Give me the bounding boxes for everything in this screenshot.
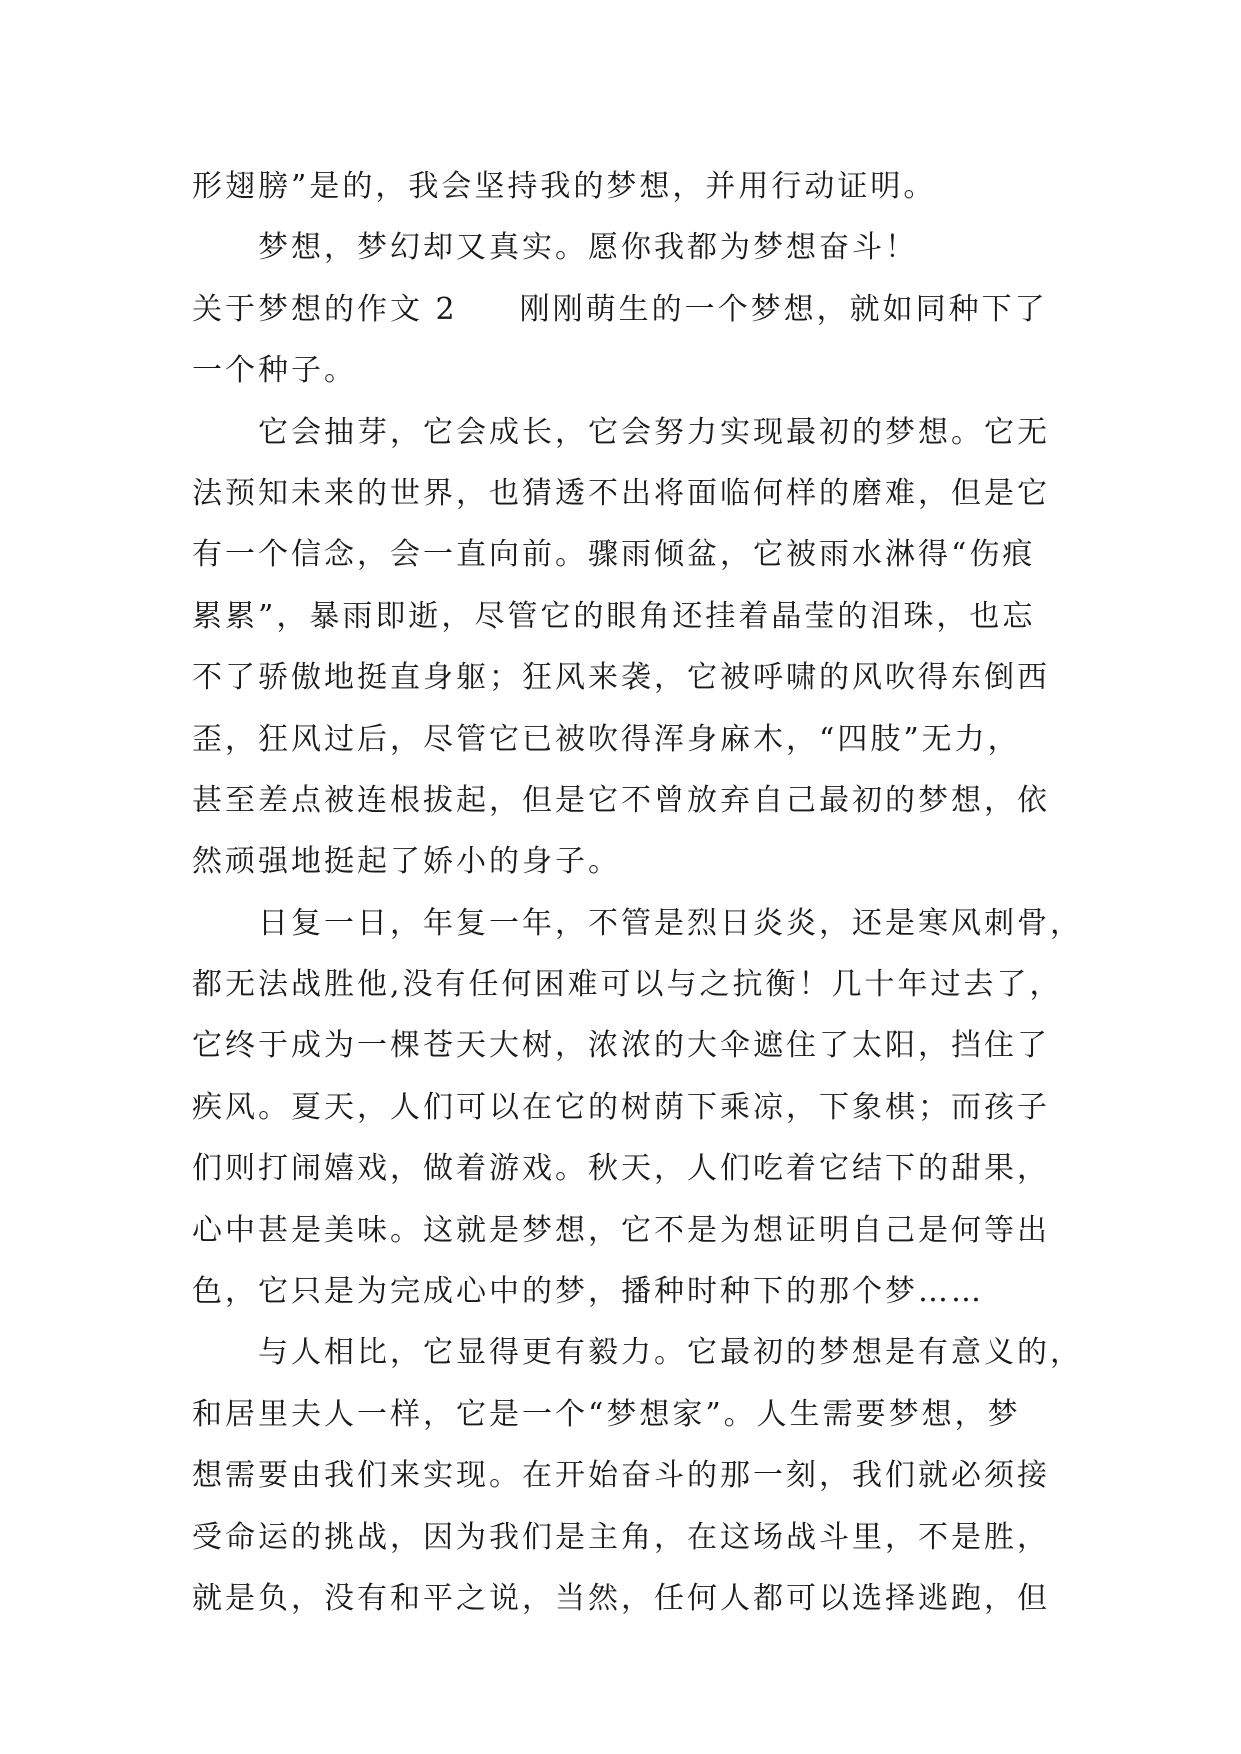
text-line: 它会抽芽，它会成长，它会努力实现最初的梦想。它无 <box>258 414 1050 450</box>
text-line: 们则打闹嬉戏，做着游戏。秋天，人们吃着它结下的甜果， <box>192 1151 1050 1187</box>
text-line: 日复一日，年复一年，不管是烈日炎炎，还是寒风刺骨， <box>258 905 1083 941</box>
text-line: 法预知未来的世界，也猜透不出将面临何样的磨难，但是它 <box>192 475 1050 511</box>
text-line: 都无法战胜他,没有任何困难可以与之抗衡！几十年过去了， <box>192 967 1063 1003</box>
text-line: 与人相比，它显得更有毅力。它最初的梦想是有意义的， <box>258 1335 1083 1371</box>
text-line: 疾风。夏天，人们可以在它的树荫下乘凉，下象棋；而孩子 <box>192 1089 1050 1125</box>
text-line: 歪，狂风过后，尽管它已被吹得浑身麻木，“四肢”无力， <box>192 721 1021 757</box>
text-line: 受命运的挑战，因为我们是主角，在这场战斗里，不是胜， <box>192 1519 1050 1555</box>
text-line: 形翅膀”是的，我会坚持我的梦想，并用行动证明。 <box>192 169 937 204</box>
heading-line <box>192 279 1072 340</box>
document-page <box>192 156 1083 1629</box>
text-line: 有一个信念，会一直向前。骤雨倾盆，它被雨水淋得“伤痕 <box>192 537 1036 573</box>
section-heading: 关于梦想的作文 2 <box>192 291 458 327</box>
text-line: 然顽强地挺起了娇小的身子。 <box>192 844 621 880</box>
text-line: 和居里夫人一样，它是一个“梦想家”。人生需要梦想，梦 <box>192 1396 1021 1432</box>
text-line: 梦想，梦幻却又真实。愿你我都为梦想奋斗！ <box>258 230 918 266</box>
text-line: 甚至差点被连根拔起，但是它不曾放弃自己最初的梦想，依 <box>192 782 1050 818</box>
text-line: 想需要由我们来实现。在开始奋斗的那一刻，我们就必须接 <box>192 1458 1050 1494</box>
text-run: 刚刚萌生的一个梦想，就如同种下了 <box>519 291 1048 327</box>
text-line: 它终于成为一棵苍天大树，浓浓的大伞遮住了太阳，挡住了 <box>192 1028 1050 1064</box>
text-line: 一个种子。 <box>192 353 357 389</box>
text-line: 就是负，没有和平之说，当然，任何人都可以选择逃跑，但 <box>192 1580 1050 1616</box>
text-line: 心中甚是美味。这就是梦想，它不是为想证明自己是何等出 <box>192 1212 1050 1248</box>
text-line: 累累”，暴雨即逝，尽管它的眼角还挂着晶莹的泪珠，也忘 <box>192 598 1036 634</box>
text-line: 色，它只是为完成心中的梦，播种时种下的那个梦…… <box>192 1274 984 1310</box>
text-line: 不了骄傲地挺直身躯；狂风来袭，它被呼啸的风吹得东倒西 <box>192 660 1050 696</box>
